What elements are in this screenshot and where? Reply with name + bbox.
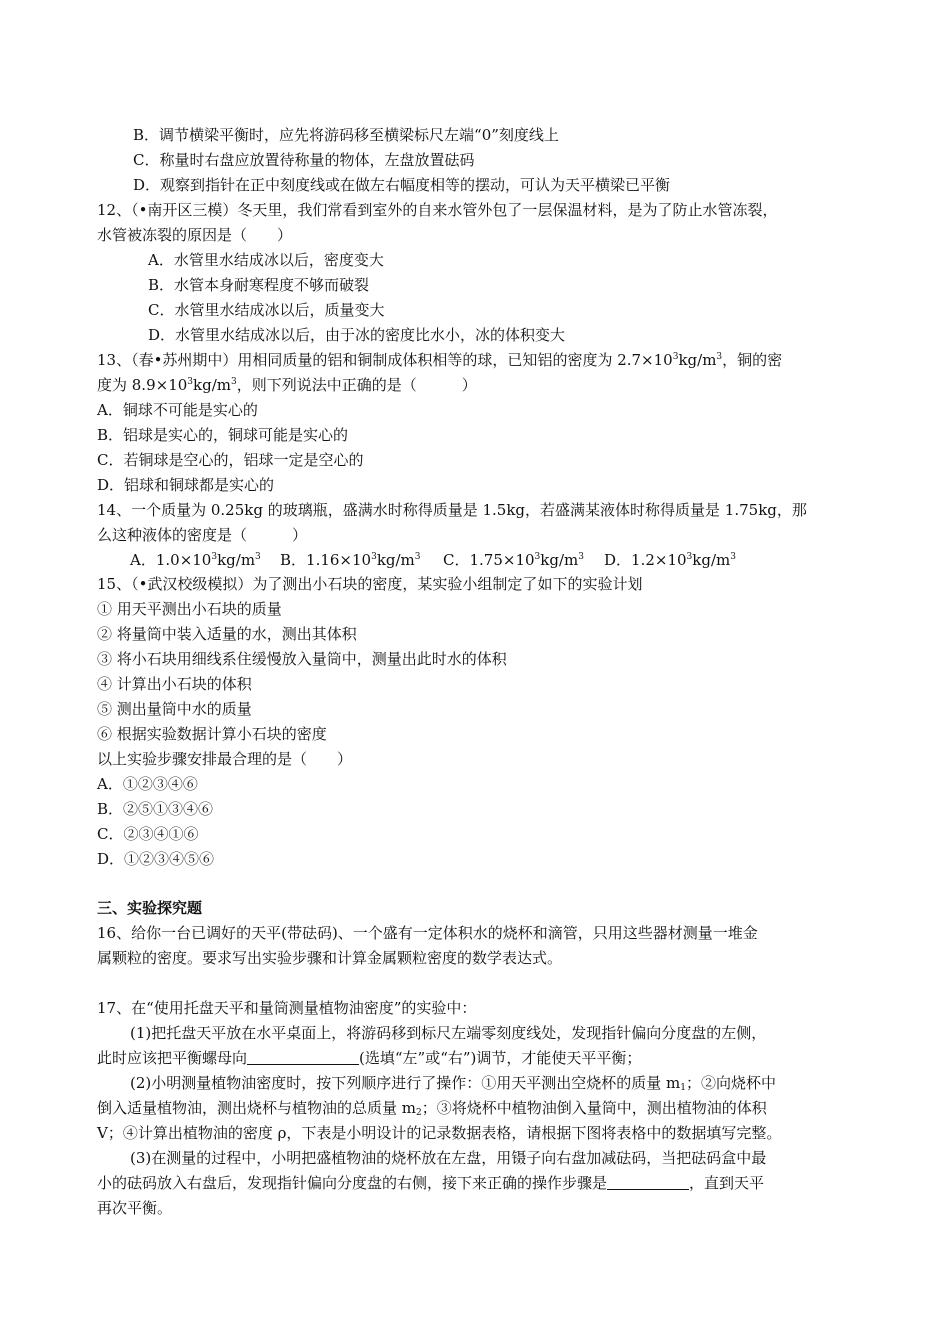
q14-options	[130, 550, 736, 570]
q15-option-a: A．①②③④⑥	[97, 775, 198, 793]
q17-answer-blank-2[interactable]	[607, 1175, 689, 1190]
q11-option-d: D．观察到指针在正中刻度线或在做左右幅度相等的摆动，可认为天平横梁已平衡	[133, 176, 671, 194]
q17-part1-line2: 此时应该把平衡螺母向 (选填“左”或“右”)调节，才能使天平平衡；	[97, 1049, 642, 1067]
q15-step-2: ② 将量筒中装入适量的水，测出其体积	[97, 625, 357, 643]
q15-step-5: ⑤ 测出量筒中水的质量	[97, 700, 252, 718]
q16-stem-line1: 16、给你一台已调好的天平(带砝码)、一个盛有一定体积水的烧杯和滴管，只用这些器材测量一堆金	[97, 924, 758, 942]
q17-part1-line1: (1)把托盘天平放在水平桌面上，将游码移到标尺左端零刻度线处，发现指针偏向分度盘的左侧，	[130, 1024, 767, 1042]
q11-option-b: B．调节横梁平衡时，应先将游码移至横梁标尺左端“0”刻度线上	[133, 126, 559, 144]
q13-option-b: B．铝球是实心的，铜球可能是实心的	[97, 426, 349, 444]
q17-part2-line2: 倒入适量植物油，测出烧杯与植物油的总质量 $m_2$；③将烧杯中植物油倒入量筒中，测出植物油的体积	[97, 1099, 767, 1118]
q15-step-4: ④ 计算出小石块的体积	[97, 675, 252, 693]
q13-option-c: C．若铜球是空心的，铝球一定是空心的	[97, 451, 364, 469]
q17-part3-line3: 再次平衡。	[97, 1199, 173, 1217]
q14-stem-line1: 14、一个质量为 0.25kg 的玻璃瓶，盛满水时称得质量是 1.5kg，若盛满某液体时称得质量是 1.75kg，那	[97, 501, 807, 519]
q14-option-a: A．$1.0\times 10^3kg/m^3$	[130, 551, 261, 569]
q17-answer-blank-1[interactable]	[247, 1050, 359, 1065]
q13-option-d: D．铝球和铜球都是实心的	[97, 476, 275, 494]
q15-stem: 15、（•武汉校级模拟）为了测出小石块的密度，某实验小组制定了如下的实验计划	[97, 575, 643, 593]
q17-part2-line1: (2)小明测量植物油密度时，按下列顺序进行了操作：①用天平测出空烧杯的质量 $m_1$；②向烧杯中	[130, 1074, 776, 1093]
q14-option-c: C．$1.75\times 10^3kg/m^3$	[443, 551, 584, 569]
q15-step-3: ③ 将小石块用细线系住缓慢放入量筒中，测量出此时水的体积	[97, 650, 507, 668]
q17-part2-line3: V；④计算出植物油的密度 ρ，下表是小明设计的记录数据表格，请根据下图将表格中的数据填写完整。	[97, 1124, 782, 1142]
q17-title: 17、在“使用托盘天平和量筒测量植物油密度”的实验中：	[97, 999, 477, 1017]
q13-stem-line2: 度为 $8.9\times 10^3kg/m^3$，则下列说法中正确的是（ ）	[97, 376, 477, 394]
q14-option-b: B．$1.16\times 10^3kg/m^3$	[280, 551, 421, 569]
q11-option-c: C．称量时右盘应放置待称量的物体，左盘放置砝码	[133, 151, 475, 169]
q15-option-c: C．②③④①⑥	[97, 825, 199, 843]
q13-option-a: A．铜球不可能是实心的	[97, 401, 258, 419]
q12-stem-line2: 水管被冻裂的原因是（ ）	[97, 226, 293, 244]
q17-part3-line1: (3)在测量的过程中，小明把盛植物油的烧杯放在左盘，用镊子向右盘加减砝码，当把砝码盒中最	[130, 1149, 767, 1167]
q16-stem-line2: 属颗粒的密度。要求写出实验步骤和计算金属颗粒密度的数学表达式。	[97, 949, 563, 967]
q13-stem-line1: 13、（春•苏州期中）用相同质量的铝和铜制成体积相等的球，已知铝的密度为 $2.7\times 10^3kg/m^3$，铜的密	[97, 351, 783, 369]
q12-option-d: D．水管里水结成冰以后，由于冰的密度比水小，冰的体积变大	[148, 326, 566, 344]
q15-question: 以上实验步骤安排最合理的是（ ）	[97, 750, 353, 768]
q15-option-d: D．①②③④⑤⑥	[97, 850, 215, 868]
q12-option-b: B．水管本身耐寒程度不够而破裂	[148, 276, 370, 294]
q15-step-1: ① 用天平测出小石块的质量	[97, 600, 282, 618]
section-title: 三、实验探究题	[97, 899, 203, 917]
q15-step-6: ⑥ 根据实验数据计算小石块的密度	[97, 725, 327, 743]
q17-part3-line2: 小的砝码放入右盘后，发现指针偏向分度盘的右侧，接下来正确的操作步骤是 ，直到天平	[97, 1174, 765, 1192]
q12-option-a: A．水管里水结成冰以后，密度变大	[148, 251, 384, 269]
q15-option-b: B．②⑤①③④⑥	[97, 800, 214, 818]
q14-option-d: D．$1.2\times 10^3kg/m^3$	[604, 551, 736, 569]
q14-stem-line2: 么这种液体的密度是（ ）	[97, 526, 308, 544]
q12-stem-line1: 12、（•南开区三模）冬天里，我们常看到室外的自来水管外包了一层保温材料，是为了防止水管冻裂，	[97, 201, 778, 219]
q12-option-c: C．水管里水结成冰以后，质量变大	[148, 301, 385, 319]
